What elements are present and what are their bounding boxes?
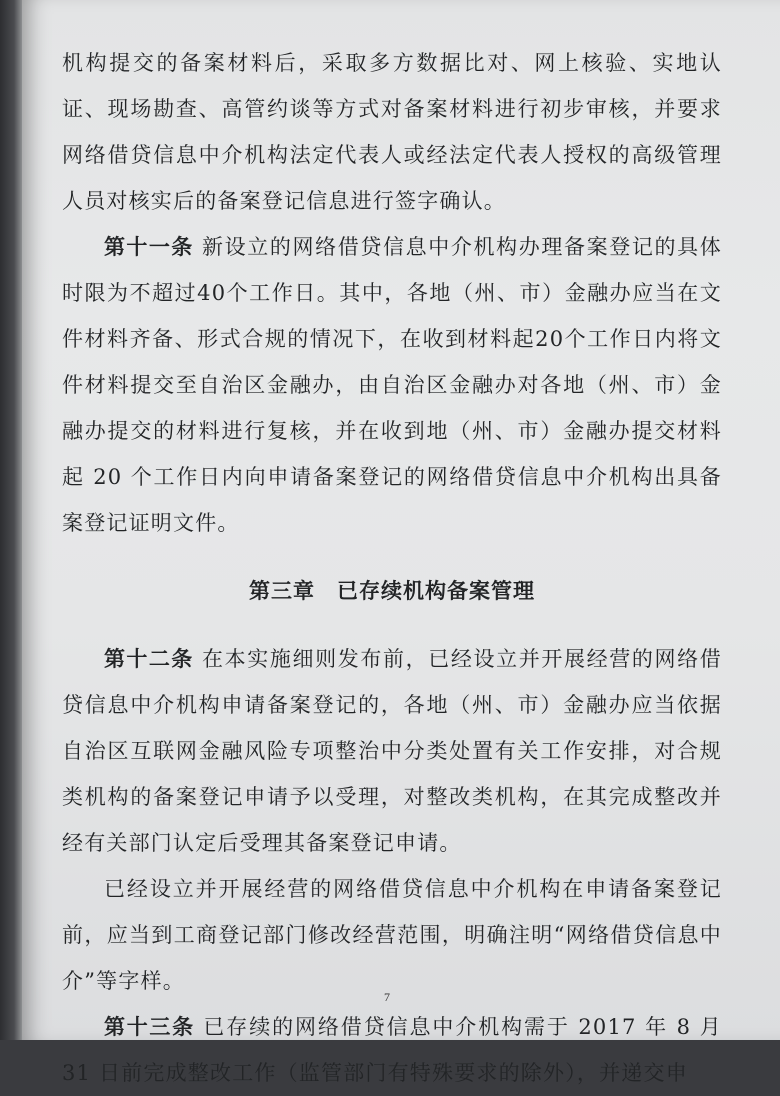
article-11-body: 新设立的网络借贷信息中介机构办理备案登记的具体时限为不超过40个工作日。其中，各地（州、市）金融办应当在文件材料齐备、形式合规的情况下，在收到材料起20个工作日内将文件材料提交至自治区金融办，由自治区金融办对各地（州、市）金融办提交的材料进行复核，并在收到地（州、市）金融办提交材料起 20 个工作日内向申请备案登记的网络借贷信息中介机构出具备案登记证明文件。 <box>62 235 722 535</box>
article-12-body: 在本实施细则发布前，已经设立并开展经营的网络借贷信息中介机构申请备案登记的，各地（州、市）金融办应当依据自治区互联网金融风险专项整治中分类处置有关工作安排，对合规类机构的备案登记申请予以受理，对整改类机构，在其完成整改并经有关部门认定后受理其备案登记申请。 <box>62 647 722 855</box>
document-page <box>22 0 780 1085</box>
article-12 <box>62 636 722 866</box>
page-number: 7 <box>384 990 390 1004</box>
body-text <box>62 40 722 1096</box>
article-11 <box>62 224 722 546</box>
chapter-heading: 第三章 已存续机构备案管理 <box>249 579 535 603</box>
article-11-title: 第十一条 <box>104 235 194 259</box>
article-13-title: 第十三条 <box>104 1015 195 1039</box>
article-12-title: 第十二条 <box>104 647 194 671</box>
article-13-body: 已存续的网络借贷信息中介机构需于 2017 年 8 月 31 日前完成整改工作（监管部门有特殊要求的除外），并递交申 <box>62 1015 722 1085</box>
paragraph-business-scope: 已经设立并开展经营的网络借贷信息中介机构在申请备案登记前，应当到工商登记部门修改经营范围，明确注明“网络借贷信息中介”等字样。 <box>62 877 722 993</box>
paragraph-continuation: 机构提交的备案材料后，采取多方数据比对、网上核验、实地认证、现场勘查、高管约谈等方式对备案材料进行初步审核，并要求网络借贷信息中介机构法定代表人或经法定代表人授权的高级管理人员对核实后的备案登记信息进行签字确认。 <box>62 51 722 213</box>
article-13 <box>62 1004 722 1096</box>
